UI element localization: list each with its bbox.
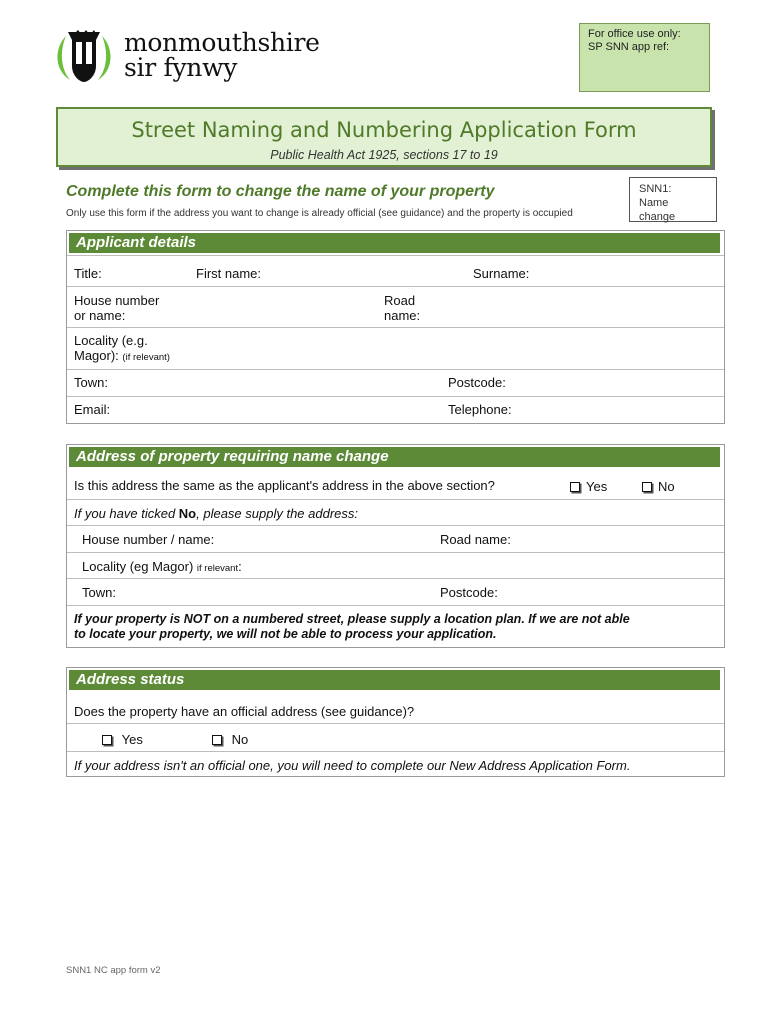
email-field[interactable]: Email: — [74, 402, 111, 417]
checkbox-icon[interactable] — [570, 482, 580, 492]
status-yes-option[interactable] — [102, 732, 143, 747]
status-options-row — [67, 723, 724, 751]
same-address-question: Is this address the same as the applicant's address in the above section? — [74, 478, 495, 493]
council-logo-mark-icon — [52, 26, 116, 84]
form-code-box — [629, 177, 717, 222]
ticked-note-no: No — [178, 506, 197, 521]
checkbox-icon[interactable] — [212, 735, 222, 745]
status-section-title: Address status — [69, 670, 720, 690]
office-use-label: For office use only: — [588, 28, 681, 40]
property-locality-note: if relevant — [196, 563, 239, 574]
office-use-box — [579, 23, 710, 92]
status-yes-label: Yes — [121, 732, 143, 747]
locality-label-2: Magor): — [74, 348, 119, 363]
property-road-field[interactable]: Road name: — [440, 532, 511, 547]
form-title: Street Naming and Numbering Application Form — [131, 118, 637, 142]
road-label-2: name: — [384, 308, 421, 323]
locality-field[interactable] — [74, 333, 170, 365]
status-no-option[interactable] — [212, 732, 248, 747]
warning-line-1: If your property is NOT on a numbered street, please supply a location plan. If we are not able — [74, 612, 630, 626]
applicant-section — [66, 230, 725, 424]
locality-row — [67, 327, 724, 369]
house-label-2: or name: — [74, 308, 126, 323]
location-plan-warning — [74, 612, 630, 642]
same-no-label: No — [658, 479, 675, 494]
ticked-note-pre: If you have ticked — [74, 506, 179, 521]
town-field[interactable]: Town: — [74, 375, 108, 390]
property-house-field[interactable]: House number / name: — [82, 532, 215, 547]
postcode-field[interactable]: Postcode: — [448, 375, 506, 390]
warning-line-2: to locate your property, we will not be able to process your application. — [74, 627, 497, 641]
town-row — [67, 369, 724, 396]
location-plan-warning-row — [67, 605, 724, 649]
property-section — [66, 444, 725, 648]
status-note: If your address isn't an official one, you will need to complete our New Address Application Form. — [74, 758, 631, 773]
form-heading: Complete this form to change the name of your property — [66, 183, 495, 200]
status-no-label: No — [231, 732, 249, 747]
ticked-note-row — [67, 499, 724, 525]
ticked-note-post: , please supply the address: — [196, 506, 359, 521]
property-town-field[interactable]: Town: — [82, 585, 116, 600]
road-field[interactable] — [384, 293, 420, 323]
council-logo — [52, 26, 322, 88]
office-ref-label: SP SNN app ref: — [588, 41, 670, 53]
telephone-field[interactable]: Telephone: — [448, 402, 512, 417]
council-name-en: monmouthshire — [124, 28, 320, 57]
title-field[interactable]: Title: — [74, 266, 102, 281]
surname-field[interactable]: Surname: — [473, 266, 530, 281]
form-code: SNN1: — [639, 183, 672, 195]
status-question-row — [67, 692, 724, 723]
checkbox-icon[interactable] — [102, 735, 112, 745]
road-label-1: Road — [384, 293, 416, 308]
form-title-box — [56, 107, 712, 167]
council-name-cy: sir fynwy — [124, 53, 238, 82]
name-row — [67, 255, 724, 286]
form-subtitle: Public Health Act 1925, sections 17 to 19 — [270, 148, 498, 162]
property-locality-row — [67, 552, 724, 578]
house-field[interactable] — [74, 293, 159, 323]
form-code-desc: Name change — [639, 197, 676, 223]
applicant-section-title: Applicant details — [69, 233, 720, 253]
house-label-1: House number — [74, 293, 160, 308]
checkbox-icon[interactable] — [642, 482, 652, 492]
property-postcode-field[interactable]: Postcode: — [440, 585, 498, 600]
locality-note: (if relevant) — [122, 352, 170, 363]
footer-form-version: SNN1 NC app form v2 — [66, 965, 161, 976]
property-locality-colon: : — [238, 559, 242, 574]
status-note-row — [67, 751, 724, 778]
locality-label-1: Locality (e.g. — [74, 333, 148, 348]
same-no-option[interactable] — [642, 479, 675, 494]
form-usage-note: Only use this form if the address you want to change is already official (see guidance) and the property is occupied — [66, 208, 573, 219]
same-yes-option[interactable] — [570, 479, 607, 494]
same-yes-label: Yes — [586, 479, 608, 494]
property-locality-field[interactable] — [82, 559, 242, 576]
property-section-title: Address of property requiring name change — [69, 447, 720, 467]
property-locality-label: Locality (eg Magor) — [82, 559, 194, 574]
property-address-row — [67, 525, 724, 552]
property-town-row — [67, 578, 724, 605]
ticked-note — [74, 506, 358, 521]
council-name — [124, 30, 320, 80]
contact-row — [67, 396, 724, 424]
status-question: Does the property have an official address (see guidance)? — [74, 704, 415, 719]
first-name-field[interactable]: First name: — [196, 266, 262, 281]
address-row — [67, 286, 724, 327]
status-section — [66, 667, 725, 777]
same-address-row — [67, 469, 724, 499]
